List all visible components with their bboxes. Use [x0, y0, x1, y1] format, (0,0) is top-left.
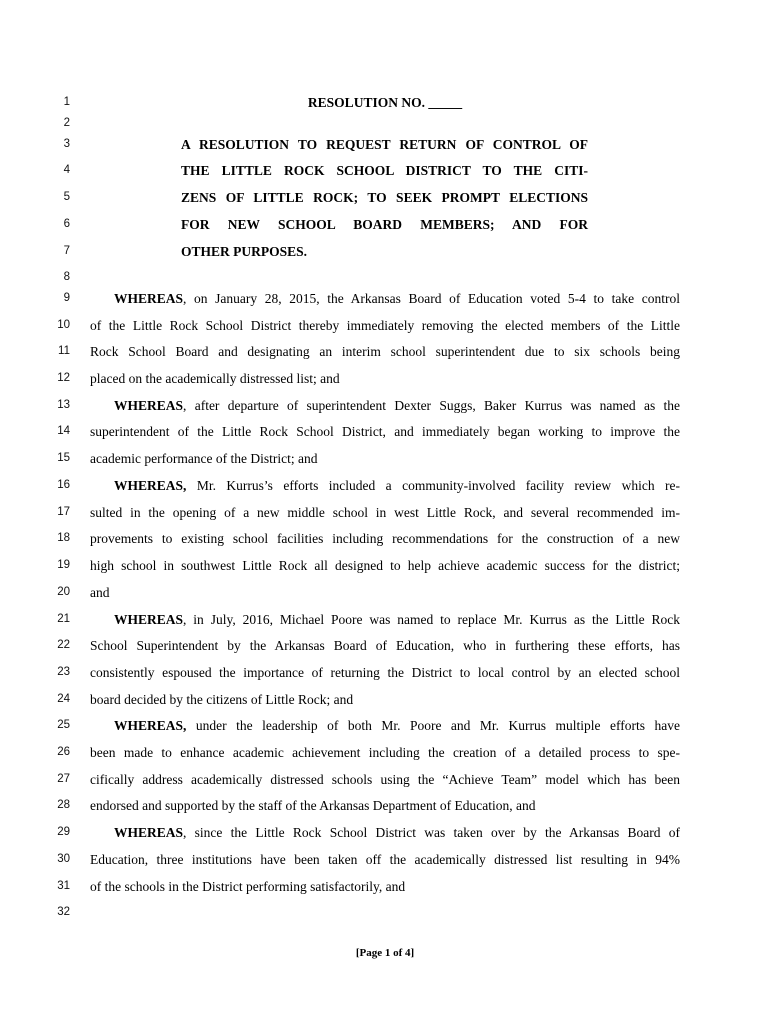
line-number: 15	[57, 452, 70, 464]
line-number: 23	[57, 666, 70, 678]
line-number: 31	[57, 880, 70, 892]
line-number: 27	[57, 773, 70, 785]
body-line: School Superintendent by the Arkansas Board of Education, who in furthering these efforts, has	[90, 638, 680, 653]
body-line: WHEREAS, under the leadership of both Mr. Poore and Mr. Kurrus multiple efforts have	[114, 718, 680, 733]
line-number: 17	[57, 506, 70, 518]
heading-line: ZENS OF LITTLE ROCK; TO SEEK PROMPT ELECTIONS	[181, 190, 588, 205]
line-number: 3	[63, 138, 70, 150]
line-number: 1	[63, 96, 70, 108]
line-number: 7	[63, 245, 70, 257]
resolution-title: RESOLUTION NO. _____	[307, 95, 463, 110]
heading-line: OTHER PURPOSES.	[181, 244, 308, 259]
line-number: 20	[57, 586, 70, 598]
line-number: 21	[57, 613, 70, 625]
line-number: 13	[57, 399, 70, 411]
line-number: 9	[63, 292, 70, 304]
body-line: academic performance of the District; and	[90, 451, 318, 466]
line-number: 25	[57, 719, 70, 731]
line-number: 2	[63, 117, 70, 129]
body-line: high school in southwest Little Rock all designed to help achieve academic success for the district;	[90, 558, 680, 573]
line-number: 30	[57, 853, 70, 865]
line-number: 32	[57, 906, 70, 918]
line-number: 24	[57, 693, 70, 705]
body-line: of the Little Rock School District thereby immediately removing the elected members of the Little	[90, 318, 680, 333]
whereas-keyword: WHEREAS,	[114, 478, 187, 493]
whereas-keyword: WHEREAS	[114, 291, 184, 306]
line-number: 8	[63, 271, 70, 283]
body-line: endorsed and supported by the staff of the Arkansas Department of Education, and	[90, 798, 536, 813]
page-footer: [Page 1 of 4]	[355, 947, 415, 959]
line-number: 6	[63, 218, 70, 230]
body-line: Rock School Board and designating an interim school superintendent due to six schools being	[90, 344, 680, 359]
heading-line: FOR NEW SCHOOL BOARD MEMBERS; AND FOR	[181, 217, 588, 232]
whereas-keyword: WHEREAS	[114, 398, 184, 413]
line-number: 19	[57, 559, 70, 571]
heading-line: A RESOLUTION TO REQUEST RETURN OF CONTROL OF	[181, 137, 588, 152]
body-line: provements to existing school facilities including recommendations for the construction of a new	[90, 531, 680, 546]
whereas-keyword: WHEREAS	[114, 825, 184, 840]
line-number: 4	[63, 164, 70, 176]
body-line: Education, three institutions have been taken off the academically distressed list resulting in 94%	[90, 852, 680, 867]
body-line: board decided by the citizens of Little Rock; and	[90, 692, 354, 707]
line-number: 11	[58, 345, 70, 357]
body-line: sulted in the opening of a new middle school in west Little Rock, and several recommended im-	[90, 505, 680, 520]
line-number: 28	[57, 799, 70, 811]
line-number: 10	[57, 319, 70, 331]
heading-line: THE LITTLE ROCK SCHOOL DISTRICT TO THE CITI-	[181, 163, 588, 178]
whereas-keyword: WHEREAS,	[114, 718, 187, 733]
line-number: 26	[57, 746, 70, 758]
body-line: superintendent of the Little Rock School District, and immediately began working to improve the	[90, 424, 680, 439]
body-line: been made to enhance academic achievement including the creation of a detailed process to spe-	[90, 745, 680, 760]
body-line: WHEREAS, since the Little Rock School District was taken over by the Arkansas Board of	[114, 825, 680, 840]
whereas-keyword: WHEREAS	[114, 612, 184, 627]
line-number: 29	[57, 826, 70, 838]
line-number: 22	[57, 639, 70, 651]
body-line: of the schools in the District performing satisfactorily, and	[90, 879, 406, 894]
body-line: and	[90, 585, 110, 600]
body-line: consistently espoused the importance of returning the District to local control by an elected school	[90, 665, 680, 680]
body-line: placed on the academically distressed list; and	[90, 371, 340, 386]
body-line: WHEREAS, Mr. Kurrus’s efforts included a community-involved facility review which re-	[114, 478, 680, 493]
line-number: 16	[57, 479, 70, 491]
body-line: WHEREAS, on January 28, 2015, the Arkansas Board of Education voted 5-4 to take control	[114, 291, 680, 306]
line-number: 14	[57, 425, 70, 437]
body-line: WHEREAS, in July, 2016, Michael Poore was named to replace Mr. Kurrus as the Little Rock	[114, 612, 680, 627]
line-number: 18	[57, 532, 70, 544]
body-line: cifically address academically distressed schools using the “Achieve Team” model which has been	[90, 772, 680, 787]
line-number: 5	[63, 191, 70, 203]
body-line: WHEREAS, after departure of superintendent Dexter Suggs, Baker Kurrus was named as the	[114, 398, 680, 413]
line-number: 12	[57, 372, 70, 384]
